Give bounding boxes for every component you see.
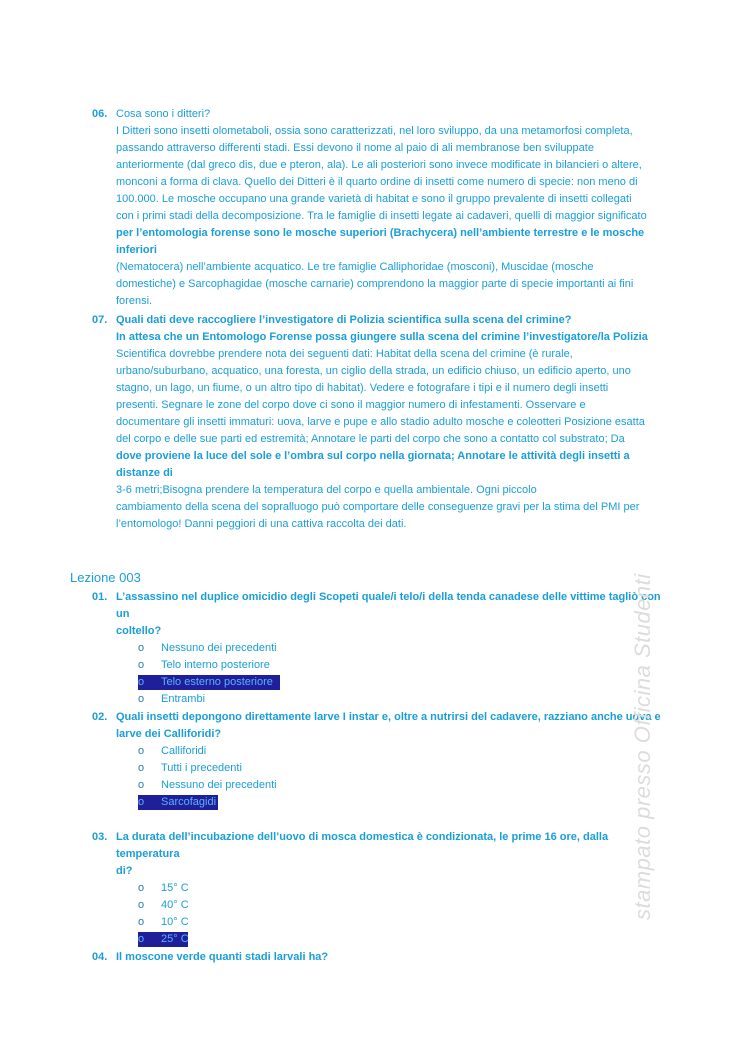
option-label: 10° C bbox=[161, 916, 189, 928]
bullet-icon: o bbox=[138, 882, 145, 894]
question-title-line: coltello? bbox=[116, 625, 162, 637]
option-label: Nessuno dei precedenti bbox=[161, 779, 277, 791]
option-label: Telo esterno posteriore bbox=[161, 676, 273, 688]
answer-line: Scientifica dovrebbe prendere nota dei seguenti dati: Habitat della scena del crimine (è rurale, bbox=[116, 348, 573, 360]
option-item[interactable] bbox=[116, 777, 672, 794]
question-title: Quali dati deve raccogliere l’investigatore di Polizia scientifica sulla scena del crimine? bbox=[116, 314, 572, 326]
option-label: 15° C bbox=[161, 882, 189, 894]
option-label: Sarcofagidi bbox=[161, 796, 217, 808]
answer-line: anteriormente (dal greco dis, due e pteron, ala). Le ali posteriori sono invece modificate in bilancieri o altere, bbox=[116, 159, 642, 171]
option-label: Tutti i precedenti bbox=[161, 762, 242, 774]
answer-line: 3-6 metri;Bisogna prendere la temperatura del corpo e quella ambientale. Ogni piccolo bbox=[116, 484, 537, 496]
bullet-icon: o bbox=[138, 779, 145, 791]
answer-line: del corpo e delle sue parti ed estremità; Annotare le parti del corpo che sono a contatto col substrato; Da bbox=[116, 433, 625, 445]
bullet-icon: o bbox=[138, 796, 145, 808]
bullet-icon: o bbox=[138, 693, 145, 705]
option-item[interactable] bbox=[116, 897, 672, 914]
answer-line: (Nematocera) nell’ambiente acquatico. Le tre famiglie Calliphoridae (mosconi), Muscidae (mosche bbox=[116, 261, 594, 273]
bullet-icon: o bbox=[138, 642, 145, 654]
answer-line: presenti. Segnare le zone del corpo dove ci sono il maggior numero di infestamenti. Osservare e bbox=[116, 399, 586, 411]
question-title-line: L’assassino nel duplice omicidio degli Scopeti quale/i telo/i della tenda canadese delle vittime tagliò con un bbox=[116, 591, 661, 620]
answer-line: l’entomologo! Danni peggiori di una cattiva raccolta dei dati. bbox=[116, 518, 407, 530]
option-label: Nessuno dei precedenti bbox=[161, 642, 277, 654]
question-title-line: Quali insetti depongono direttamente larve I instar e, oltre a nutrirsi del cadavere, razziano anche uova e bbox=[116, 711, 661, 723]
question-07 bbox=[92, 312, 672, 533]
option-item[interactable] bbox=[116, 743, 672, 760]
question-number: 07. bbox=[92, 314, 108, 326]
option-item[interactable] bbox=[116, 880, 672, 897]
question-06 bbox=[92, 106, 672, 310]
answer-line: passando attraverso differenti stadi. Essi devono il nome al paio di ali membranose ben sviluppate bbox=[116, 142, 594, 154]
watermark-text: stampato presso Officina Studenti bbox=[630, 573, 655, 920]
bullet-icon: o bbox=[138, 899, 145, 911]
option-item[interactable] bbox=[116, 914, 672, 931]
question-number: 02. bbox=[92, 711, 108, 723]
option-label: 40° C bbox=[161, 899, 189, 911]
answer-line: monconi a forma di clava. Quello dei Ditteri è il quarto ordine di insetti come numero di specie: non meno di bbox=[116, 176, 638, 188]
question-title-line: Il moscone verde quanti stadi larvali ha? bbox=[116, 951, 329, 963]
answer-line: forensi. bbox=[116, 295, 153, 307]
question-title: Cosa sono i ditteri? bbox=[116, 108, 211, 120]
answer-line: I Ditteri sono insetti olometaboli, ossia sono caratterizzati, nel loro sviluppo, da una metamorfosi completa, bbox=[116, 125, 633, 137]
answer-line: documentare gli insetti immaturi: uova, larve e pupe e allo stadio adulto mosche e coleotteri Posizione esatta bbox=[116, 416, 645, 428]
bullet-icon: o bbox=[138, 933, 145, 945]
question-title-line: La durata dell’incubazione dell’uovo di mosca domestica è condizionata, le prime 16 ore, dalla temperatura bbox=[116, 831, 609, 860]
question-number: 01. bbox=[92, 591, 108, 603]
answer-line: dove proviene la luce del sole e l’ombra sul corpo nella giornata; Annotare le attività degli insetti a distanze di bbox=[116, 450, 630, 479]
option-label: Calliforidi bbox=[161, 745, 207, 757]
answer-line: cambiamento della scena del sopralluogo può comportare delle conseguenze gravi per la stima del PMI per bbox=[116, 501, 640, 513]
option-label: 25° C bbox=[161, 933, 189, 945]
answer-line: In attesa che un Entomologo Forense possa giungere sulla scena del crimine l’investigatore/la Polizia bbox=[116, 331, 648, 343]
answer-line: 100.000. Le mosche occupano una grande varietà di habitat e sono il gruppo prevalente di insetti collegati bbox=[116, 193, 632, 205]
bullet-icon: o bbox=[138, 916, 145, 928]
bullet-icon: o bbox=[138, 745, 145, 757]
option-item[interactable] bbox=[116, 657, 672, 674]
answer-line: per l’entomologia forense sono le mosche superiori (Brachycera) nell’ambiente terrestre e le mosche inferiori bbox=[116, 227, 645, 256]
option-label: Telo interno posteriore bbox=[161, 659, 270, 671]
answer-line: stagno, un lago, un fiume, o un altro tipo di habitat). Vedere e fotografare i tipi e il numero degli insetti bbox=[116, 382, 609, 394]
option-list bbox=[116, 640, 672, 708]
option-item-selected[interactable] bbox=[116, 794, 672, 811]
answer-line: domestiche) e Sarcophagidae (mosche carnarie) comprendono la maggior parte di specie importanti ai fini bbox=[116, 278, 634, 290]
question-title-line: larve dei Calliforidi? bbox=[116, 728, 222, 740]
answer-line: urbano/suburbano, acquatico, una foresta, un ciglio della strada, un edificio chiuso, un edificio aperto, uno bbox=[116, 365, 631, 377]
answer-line: con i primi stadi della decomposizione. Tra le famiglie di insetti legate ai cadaveri, quelli di maggior significato bbox=[116, 210, 647, 222]
quiz-question-03 bbox=[92, 829, 672, 948]
option-list bbox=[116, 743, 672, 811]
option-item-selected[interactable] bbox=[116, 931, 672, 948]
bullet-icon: o bbox=[138, 659, 145, 671]
quiz-question-04 bbox=[92, 949, 672, 966]
lesson-title: Lezione 003 bbox=[70, 570, 141, 585]
quiz-question-01 bbox=[92, 589, 672, 708]
option-item[interactable] bbox=[116, 691, 672, 708]
option-label: Entrambi bbox=[161, 693, 206, 705]
option-list bbox=[116, 880, 672, 948]
quiz-question-02 bbox=[92, 709, 672, 811]
bullet-icon: o bbox=[138, 676, 145, 688]
question-number: 06. bbox=[92, 108, 108, 120]
question-title-line: di? bbox=[116, 865, 133, 877]
question-number: 03. bbox=[92, 831, 108, 843]
question-number: 04. bbox=[92, 951, 108, 963]
option-item[interactable] bbox=[116, 760, 672, 777]
option-item[interactable] bbox=[116, 640, 672, 657]
bullet-icon: o bbox=[138, 762, 145, 774]
option-item-selected[interactable] bbox=[116, 674, 672, 691]
